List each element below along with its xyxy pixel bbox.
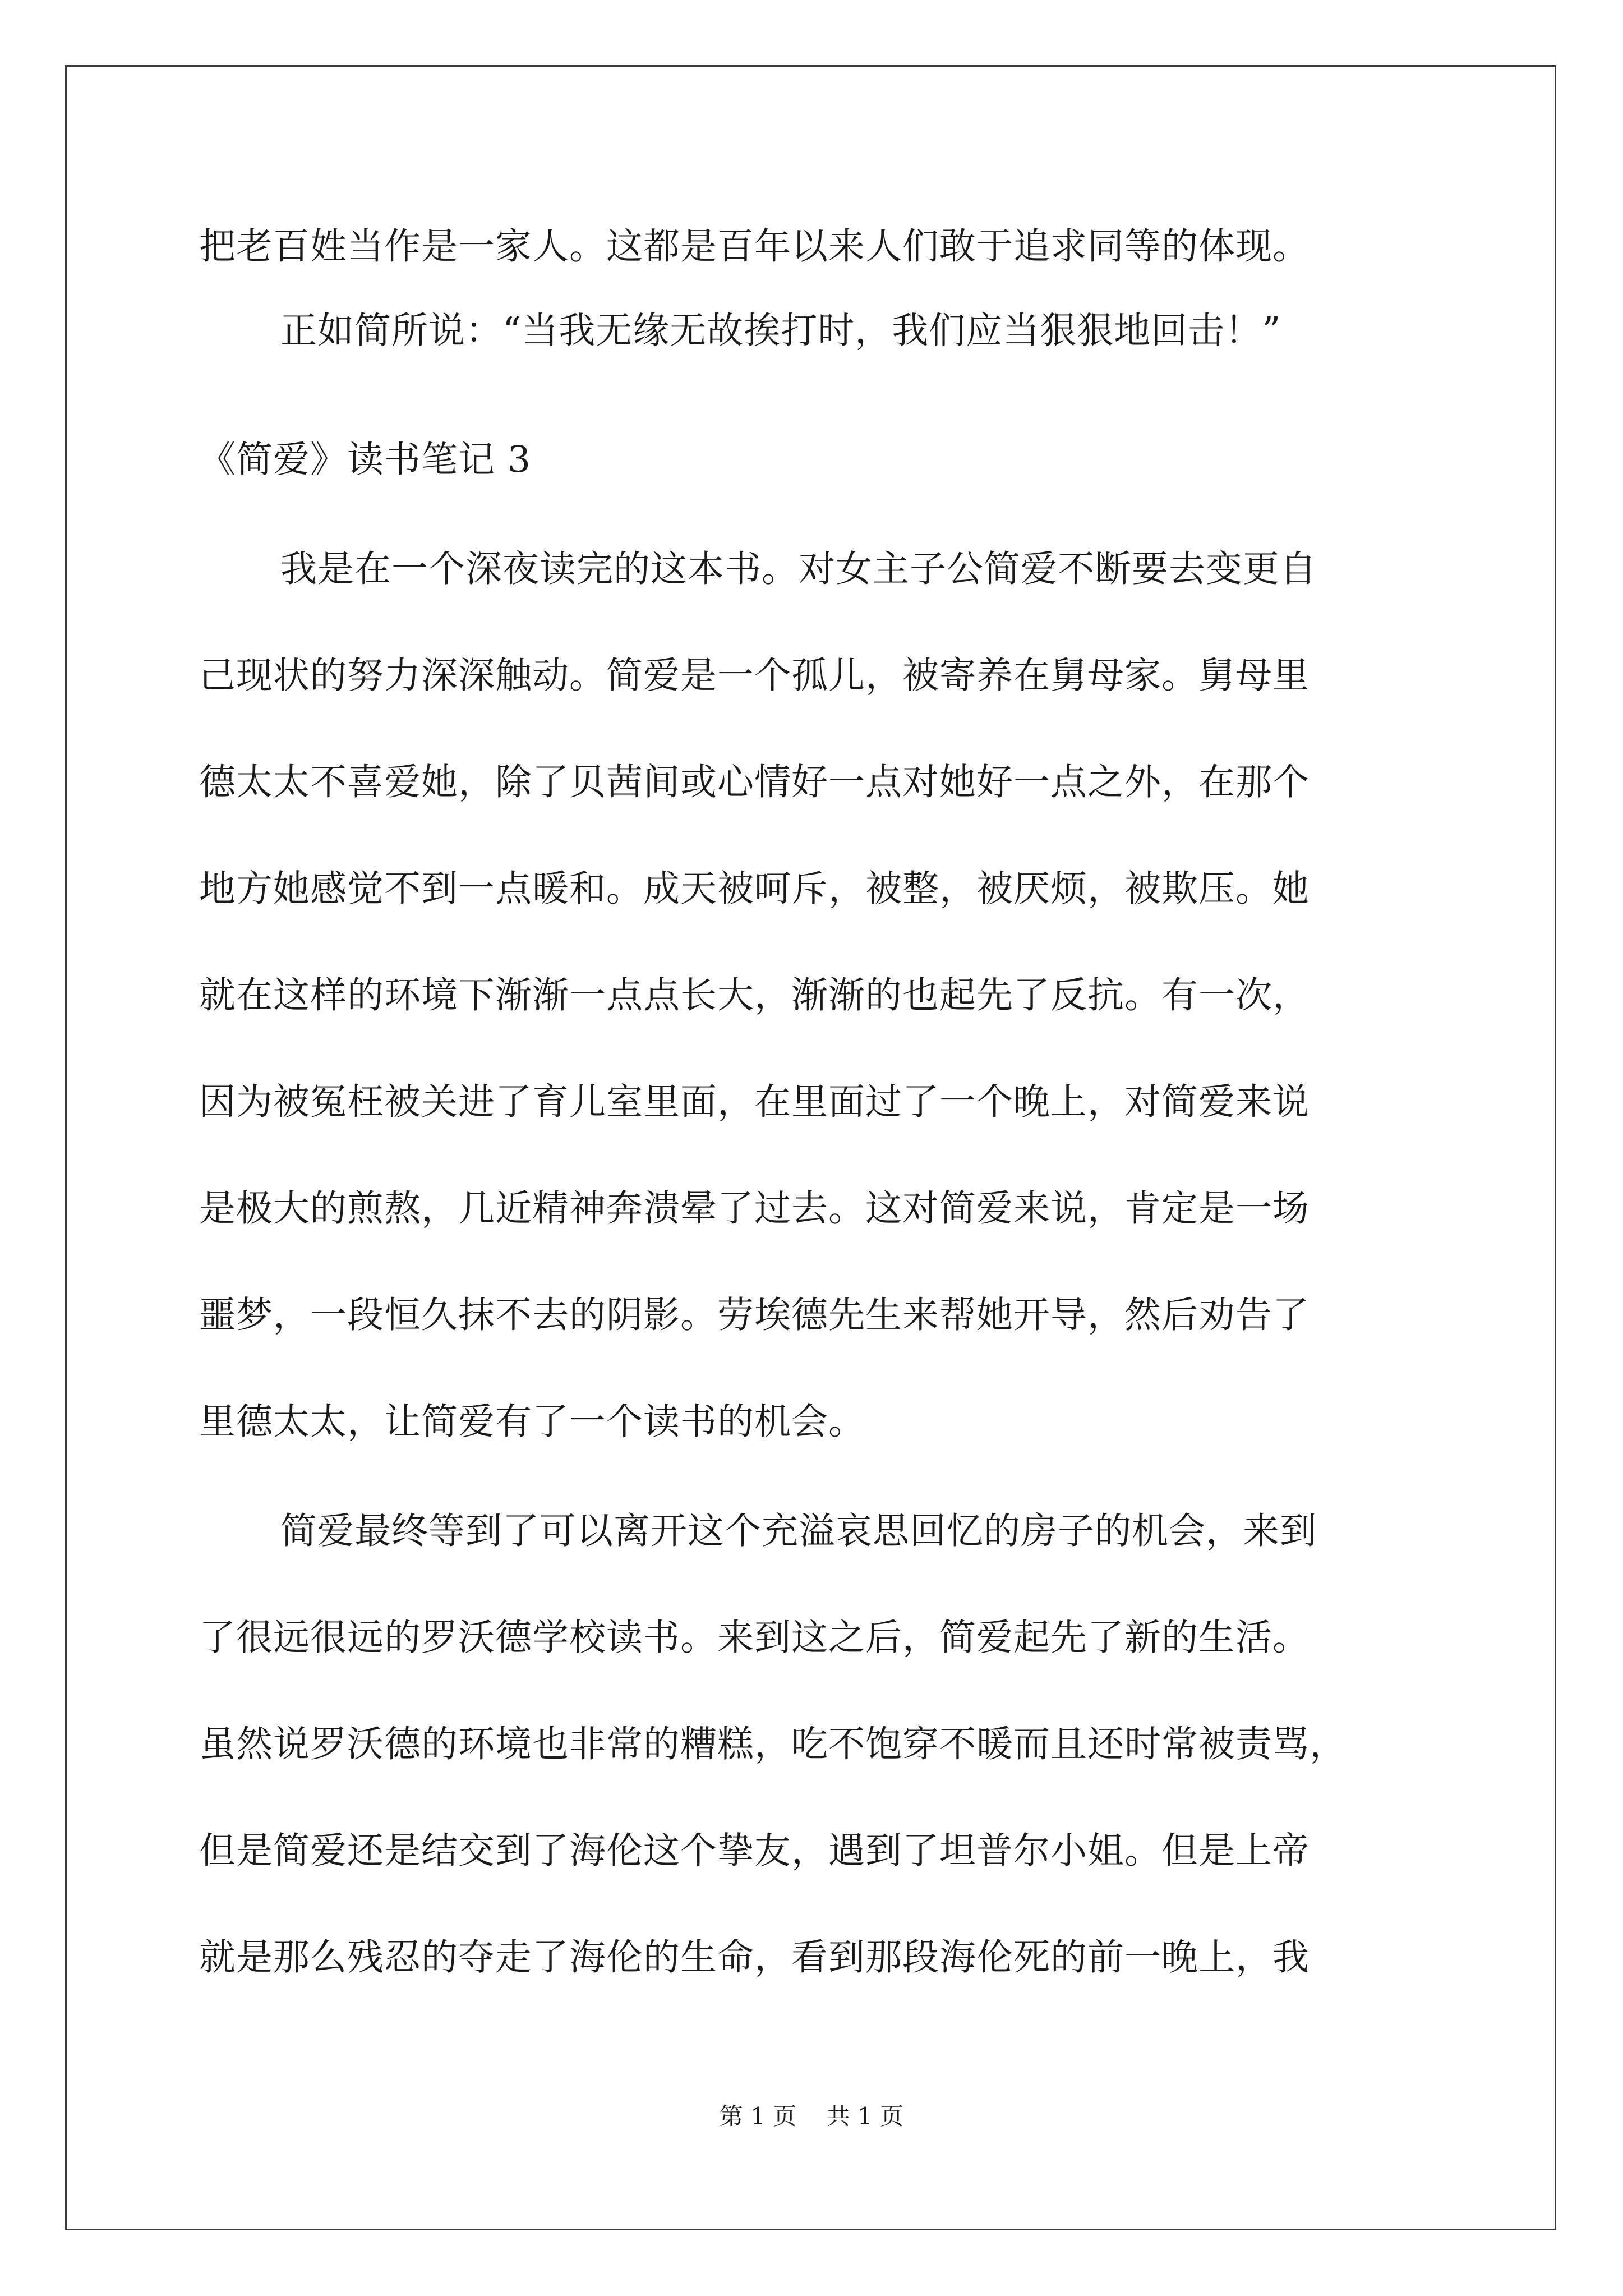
page-number-footer: 第 1 页 共 1 页 [719,2102,904,2130]
page-border [65,65,1556,2230]
